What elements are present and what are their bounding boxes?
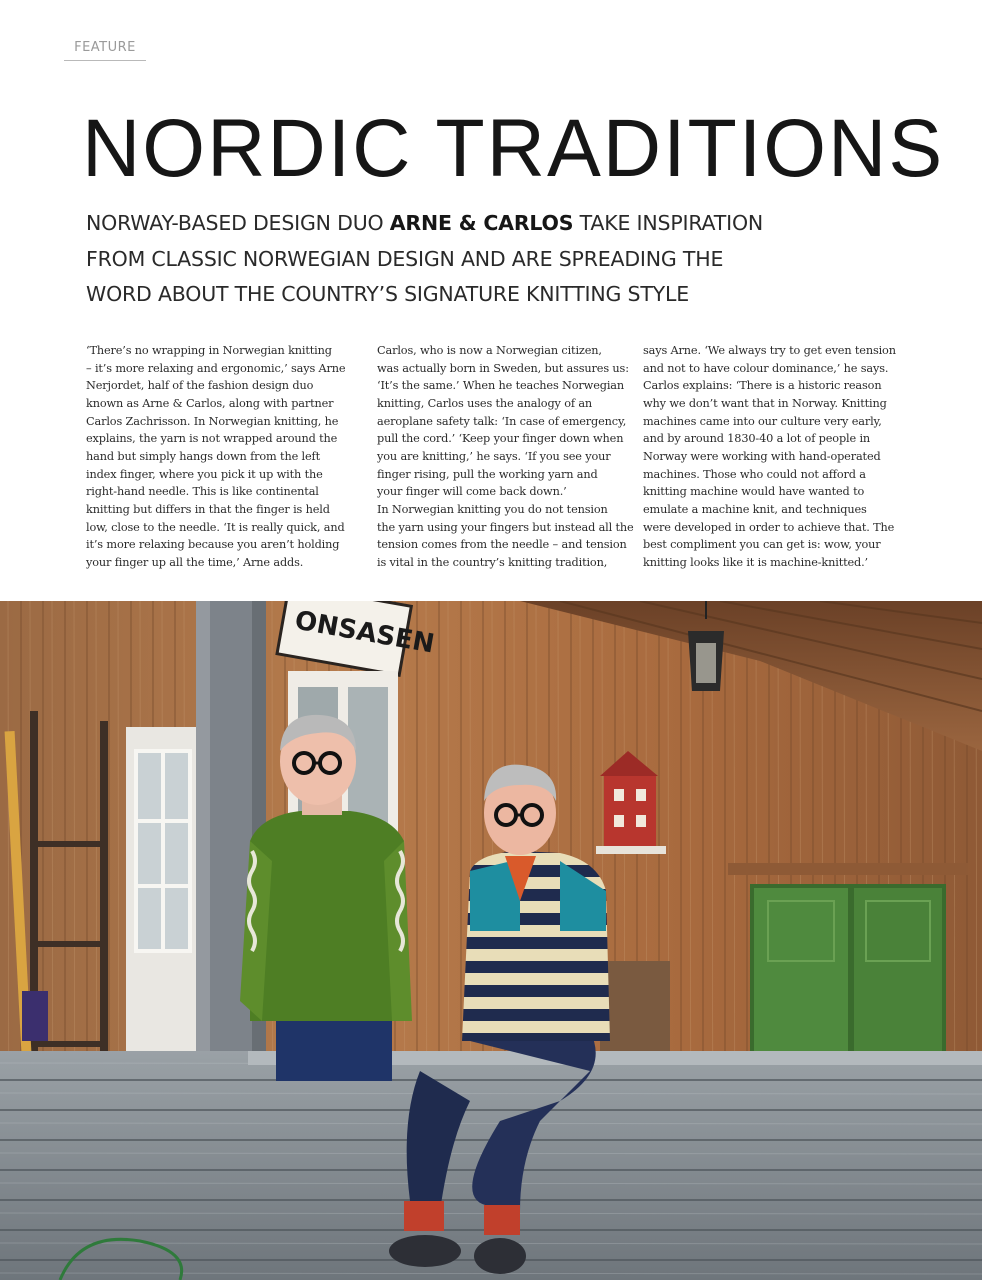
body-line: knitting but differs in that the finger is held [86, 502, 330, 516]
body-line: best compliment you can get is: wow, your [643, 538, 881, 552]
body-line: emulate a machine knit, and techniques [643, 502, 867, 516]
article-title [82, 104, 957, 194]
body-column-3 [643, 342, 899, 572]
standfirst-line-2: FROM CLASSIC NORWEGIAN DESIGN AND ARE SPREADING THE [86, 246, 724, 271]
body-line: ‘It’s the same.’ When he teaches Norwegian [377, 379, 624, 393]
body-line: Nerjordet, half of the fashion design duo [86, 379, 314, 393]
photo-illustration [0, 601, 982, 1280]
standfirst-line-1 [86, 206, 786, 242]
body-line: index finger, where you pick it up with the [86, 467, 323, 481]
body-line: right-hand needle. This is like continental [86, 485, 319, 499]
firewood [600, 961, 670, 1061]
body-line: pull the cord.’ ‘Keep your finger down when [377, 432, 624, 446]
body-line: the yarn using your fingers but instead all the [377, 520, 634, 534]
body-line: Carlos explains: ‘There is a historic reason [643, 379, 882, 393]
body-line: machines came into our culture very early, [643, 414, 882, 428]
standfirst [86, 206, 786, 313]
body-line: In Norwegian knitting you do not tension [377, 502, 608, 516]
body-line: Carlos Zachrisson. In Norwegian knitting, he [86, 414, 339, 428]
body-paragraph-3-continued [643, 342, 899, 572]
body-column-2 [364, 342, 634, 572]
body-line: you are knitting,’ he says. ‘If you see your [377, 449, 611, 463]
sign-text: ONSASEN [292, 605, 437, 660]
body-line: – it’s more relaxing and ergonomic,’ says Arne [86, 361, 346, 375]
body-line: your finger will come back down.’ [377, 485, 567, 499]
body-line: were developed in order to achieve that. The [643, 520, 895, 534]
feature-photo [0, 601, 982, 1280]
body-line: known as Arne & Carlos, along with partner [86, 396, 334, 410]
section-label: FEATURE [74, 40, 136, 55]
body-line: and by around 1830-40 a lot of people in [643, 432, 871, 446]
standfirst-line-3: WORD ABOUT THE COUNTRY’S SIGNATURE KNITTING STYLE [86, 282, 689, 306]
body-line: machines. Those who could not afford a [643, 467, 866, 481]
body-text [86, 342, 894, 578]
body-line: knitting machine would have wanted to [643, 485, 865, 499]
body-paragraph-2 [364, 342, 629, 501]
body-line: is vital in the country’s knitting tradition, [377, 555, 608, 569]
body-line: aeroplane safety talk: ‘In case of emergency, [377, 414, 627, 428]
body-line: explains, the yarn is not wrapped around the [86, 432, 338, 446]
standfirst-line-1-end: TAKE INSPIRATION [573, 211, 764, 235]
body-line: knitting, Carlos uses the analogy of an [377, 396, 593, 410]
body-line: and not to have colour dominance,’ he says. [643, 361, 889, 375]
body-line: tension comes from the needle – and tension [377, 538, 627, 552]
article-title-text: NORDIC TRADITIONS [82, 103, 945, 194]
body-paragraph-3 [364, 501, 634, 572]
body-paragraph-1 [86, 342, 346, 572]
section-label-underline [64, 60, 146, 61]
body-line: low, close to the needle. ‘It is really quick, and [86, 520, 345, 534]
standfirst-line-1-start: NORWAY-BASED DESIGN DUO [86, 211, 390, 235]
body-line: your finger up all the time,’ Arne adds. [86, 555, 304, 569]
body-line: ‘There’s no wrapping in Norwegian knitting [86, 344, 332, 357]
body-line: why we don’t want that in Norway. Knitting [643, 396, 887, 410]
body-column-1 [86, 342, 346, 572]
body-line: finger rising, pull the working yarn and [377, 467, 598, 481]
body-line: hand but simply hangs down from the left [86, 449, 320, 463]
green-doors [728, 863, 968, 1056]
body-line: it’s more relaxing because you aren’t holding [86, 538, 340, 552]
standfirst-highlight: ARNE & CARLOS [389, 211, 574, 235]
body-line: was actually born in Sweden, but assures us: [377, 361, 629, 375]
body-line: Carlos, who is now a Norwegian citizen, [377, 344, 602, 357]
body-line: Norway were working with hand-operated [643, 449, 881, 463]
body-line: knitting looks like it is machine-knitted.’ [643, 555, 868, 569]
body-line: says Arne. ‘We always try to get even tension [643, 344, 896, 357]
